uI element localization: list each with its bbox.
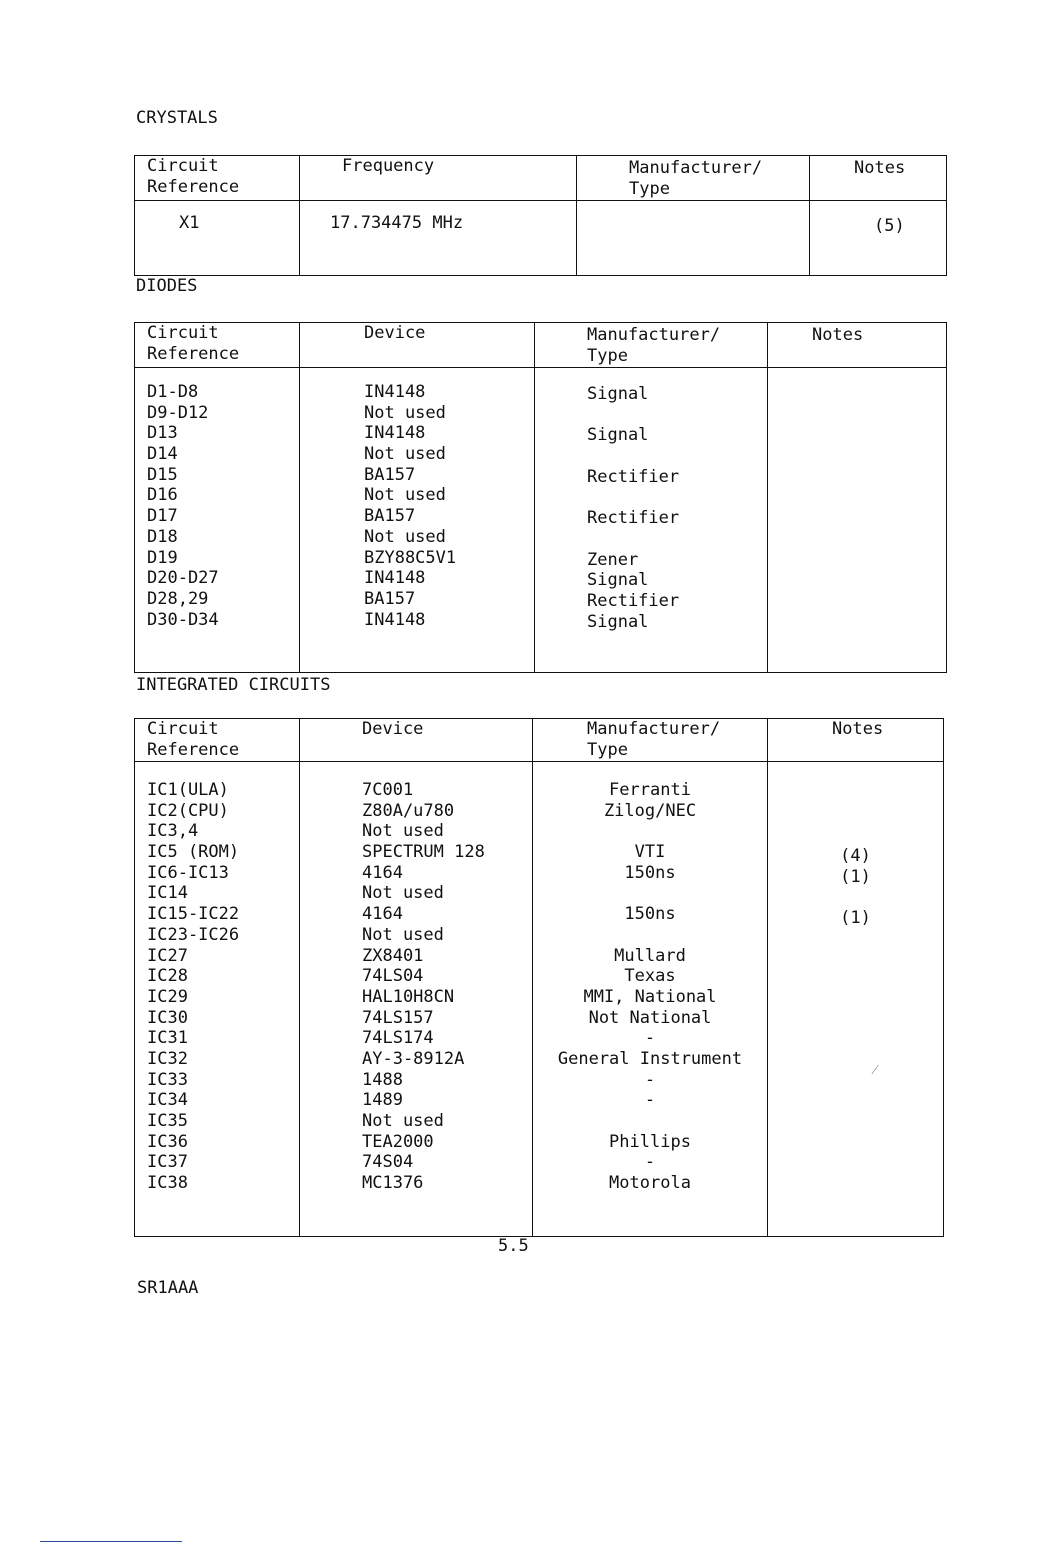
ref-cell: D28,29	[147, 588, 209, 609]
notes-cell	[768, 1115, 943, 1136]
ref-cell: D30-D34	[147, 609, 219, 630]
notes-cell	[768, 991, 943, 1012]
manufacturer-cell: Zener	[587, 549, 639, 570]
ref-cell: D17	[147, 506, 178, 527]
manufacturer-cell: -	[644, 1152, 656, 1173]
ics-heading: INTEGRATED CIRCUITS	[136, 675, 331, 695]
manufacturer-cell: 150ns	[624, 904, 676, 925]
ref-cell: IC38	[147, 1173, 188, 1194]
manufacturer-cell	[587, 487, 767, 508]
manufacturer-cell: Signal	[587, 611, 649, 632]
manufacturer-cell	[587, 529, 767, 550]
crystals-heading: CRYSTALS	[136, 108, 218, 128]
notes-cell	[768, 368, 946, 389]
device-cell: IN4148	[364, 423, 426, 444]
ref-cell: D9-D12	[147, 402, 209, 423]
manufacturer-cell: Rectifier	[587, 466, 680, 487]
manufacturer-cell: Signal	[587, 384, 649, 404]
ref-cell: IC29	[147, 986, 188, 1007]
manufacturer-cell: Texas	[624, 966, 676, 987]
notes-cell	[768, 805, 943, 826]
ref-cell: IC34	[147, 1090, 188, 1111]
manufacturer-cell: General Instrument	[557, 1048, 743, 1069]
header-manufacturer: Manufacturer/	[629, 158, 763, 178]
diodes-table	[134, 322, 947, 673]
notes-cell	[768, 575, 946, 596]
header-type: Type	[629, 179, 670, 199]
notes-cell	[768, 1053, 943, 1074]
manufacturer-cell: Zilog/NEC	[603, 800, 697, 821]
notes-cell	[768, 1032, 943, 1053]
device-cell: 74LS04	[362, 966, 424, 987]
ref-cell: IC2(CPU)	[147, 800, 229, 821]
manufacturer-cell	[533, 925, 767, 946]
device-cell: BA157	[364, 588, 416, 609]
ref-cell: D14	[147, 444, 178, 465]
notes-cell	[768, 887, 943, 908]
notes-cell	[768, 534, 946, 555]
device-cell: 1488	[362, 1069, 403, 1090]
ref-cell: D1-D8	[147, 382, 199, 402]
notes-cell	[768, 430, 946, 451]
manufacturer-cell: Signal	[587, 570, 649, 591]
ref-cell: D15	[147, 464, 178, 485]
manufacturer-cell: Rectifier	[587, 508, 680, 529]
device-cell: BA157	[364, 506, 416, 527]
table-row	[135, 201, 947, 276]
manufacturer-cell: Signal	[587, 425, 649, 446]
notes-cell	[768, 492, 946, 513]
ics-header-row	[135, 719, 944, 762]
ref-cell: IC3,4	[147, 821, 199, 842]
device-cell: 74S04	[362, 1152, 414, 1173]
ref-cell: IC5 (ROM)	[147, 842, 240, 863]
crystals-table	[134, 155, 947, 276]
notes-cell	[768, 1074, 943, 1095]
device-cell: 1489	[362, 1090, 403, 1111]
header-circuit: Circuit	[147, 719, 219, 739]
ref-cell: D20-D27	[147, 568, 219, 589]
manufacturer-cell: Rectifier	[587, 590, 680, 611]
manufacturer-cell	[587, 446, 767, 467]
document-code: SR1AAA	[137, 1278, 199, 1298]
notes-cell	[768, 513, 946, 534]
header-reference: Reference	[147, 740, 240, 760]
manufacturer-cell: 150ns	[624, 862, 676, 883]
manufacturer-cell: Not National	[588, 1007, 712, 1028]
ref-cell: IC15-IC22	[147, 904, 240, 925]
header-manufacturer: Manufacturer/	[587, 325, 721, 345]
notes-cell: (1)	[840, 866, 871, 887]
manufacturer-cell: -	[644, 1069, 656, 1090]
notes-cell	[768, 784, 943, 805]
ref-cell: D16	[147, 485, 178, 506]
header-circuit: Circuit	[147, 156, 219, 176]
manufacturer-cell: Phillips	[609, 1131, 691, 1152]
ref-cell: D19	[147, 547, 178, 568]
ref-cell: IC36	[147, 1131, 188, 1152]
notes-cell	[768, 1012, 943, 1033]
device-cell: IN4148	[364, 568, 426, 589]
ref-cell: IC1(ULA)	[147, 780, 229, 800]
device-cell: BZY88C5V1	[364, 547, 457, 568]
manufacturer-cell: Ferranti	[609, 780, 691, 800]
header-reference: Reference	[147, 344, 240, 364]
device-cell: MC1376	[362, 1173, 424, 1194]
manufacturer-cell	[533, 883, 767, 904]
manufacturer-cell	[533, 821, 767, 842]
header-notes: Notes	[854, 158, 906, 178]
notes-cell	[768, 471, 946, 492]
device-cell: 4164	[362, 904, 403, 925]
ref-cell: IC31	[147, 1028, 188, 1049]
ref-cell: IC14	[147, 883, 188, 904]
header-device: Device	[364, 323, 426, 343]
device-cell: IN4148	[364, 609, 426, 630]
ref-cell: IC6-IC13	[147, 862, 229, 883]
notes-cell	[768, 950, 943, 971]
ref-cell: IC23-IC26	[147, 924, 240, 945]
device-cell: Not used	[364, 444, 446, 465]
ref-cell: IC27	[147, 945, 188, 966]
ref-cell: D18	[147, 526, 178, 547]
notes-cell	[768, 1177, 943, 1198]
device-cell: ZX8401	[362, 945, 424, 966]
manufacturer-cell: -	[644, 1028, 656, 1049]
notes-cell	[768, 1136, 943, 1157]
page-number: 5.5	[498, 1236, 529, 1256]
notes-cell	[768, 970, 943, 991]
notes-cell	[768, 409, 946, 430]
device-cell: Not used	[364, 485, 446, 506]
notes-cell	[768, 825, 943, 846]
ref-cell: IC32	[147, 1048, 188, 1069]
ref-cell: IC30	[147, 1007, 188, 1028]
notes-cell	[768, 389, 946, 410]
device-cell: Not used	[364, 526, 446, 547]
notes-cell	[768, 596, 946, 617]
device-cell: Not used	[362, 883, 444, 904]
device-cell: Not used	[362, 1111, 444, 1131]
header-type: Type	[587, 740, 628, 760]
header-notes: Notes	[812, 325, 864, 345]
header-reference: Reference	[147, 177, 240, 197]
header-frequency: Frequency	[342, 156, 435, 176]
ics-body	[135, 762, 944, 1237]
notes-cell	[768, 929, 943, 950]
device-cell: SPECTRUM 128	[362, 842, 485, 863]
notes-cell: (4)	[840, 846, 871, 867]
device-cell: Not used	[362, 924, 444, 945]
notes-cell	[768, 1094, 943, 1115]
ics-table	[134, 718, 944, 1237]
ref-cell: D13	[147, 423, 178, 444]
crystals-header-row	[135, 156, 947, 201]
device-cell: Z80A/u780	[362, 800, 455, 821]
device-cell: Not used	[364, 402, 446, 423]
manufacturer-cell: -	[644, 1090, 656, 1111]
manufacturer-cell: VTI	[634, 842, 666, 863]
device-cell: 74LS174	[362, 1028, 434, 1049]
manufacturer-cell: MMI, National	[583, 986, 717, 1007]
ref-cell: IC35	[147, 1111, 188, 1131]
manufacturer-cell: Motorola	[609, 1173, 691, 1194]
header-notes: Notes	[832, 719, 884, 739]
ref-cell: IC28	[147, 966, 188, 987]
manufacturer-cell	[533, 1111, 767, 1132]
manufacturer-cell	[587, 405, 767, 426]
frequency-cell: 17.734475 MHz	[330, 213, 464, 233]
header-circuit: Circuit	[147, 323, 219, 343]
device-cell: 4164	[362, 862, 403, 883]
device-cell: IN4148	[364, 382, 426, 402]
device-cell: AY-3-8912A	[362, 1048, 465, 1069]
device-cell: 74LS157	[362, 1007, 434, 1028]
diodes-header-row	[135, 323, 947, 368]
notes-cell: (5)	[874, 216, 905, 236]
notes-cell	[768, 554, 946, 575]
header-type: Type	[587, 346, 628, 366]
header-manufacturer: Manufacturer/	[587, 719, 721, 739]
device-cell: 7C001	[362, 780, 414, 800]
device-cell: BA157	[364, 464, 416, 485]
manufacturer-cell: Mullard	[614, 945, 686, 966]
notes-cell	[768, 1156, 943, 1177]
notes-cell	[768, 451, 946, 472]
device-cell: TEA2000	[362, 1131, 434, 1152]
notes-cell: (1)	[840, 908, 871, 929]
diodes-body	[135, 368, 947, 673]
device-cell: Not used	[362, 821, 444, 842]
device-cell: HAL10H8CN	[362, 986, 455, 1007]
ref-cell: X1	[179, 213, 200, 233]
ref-cell: IC37	[147, 1152, 188, 1173]
diodes-heading: DIODES	[136, 276, 198, 296]
header-device: Device	[362, 719, 424, 739]
ref-cell: IC33	[147, 1069, 188, 1090]
pen-mark: ⁄	[874, 1062, 877, 1078]
